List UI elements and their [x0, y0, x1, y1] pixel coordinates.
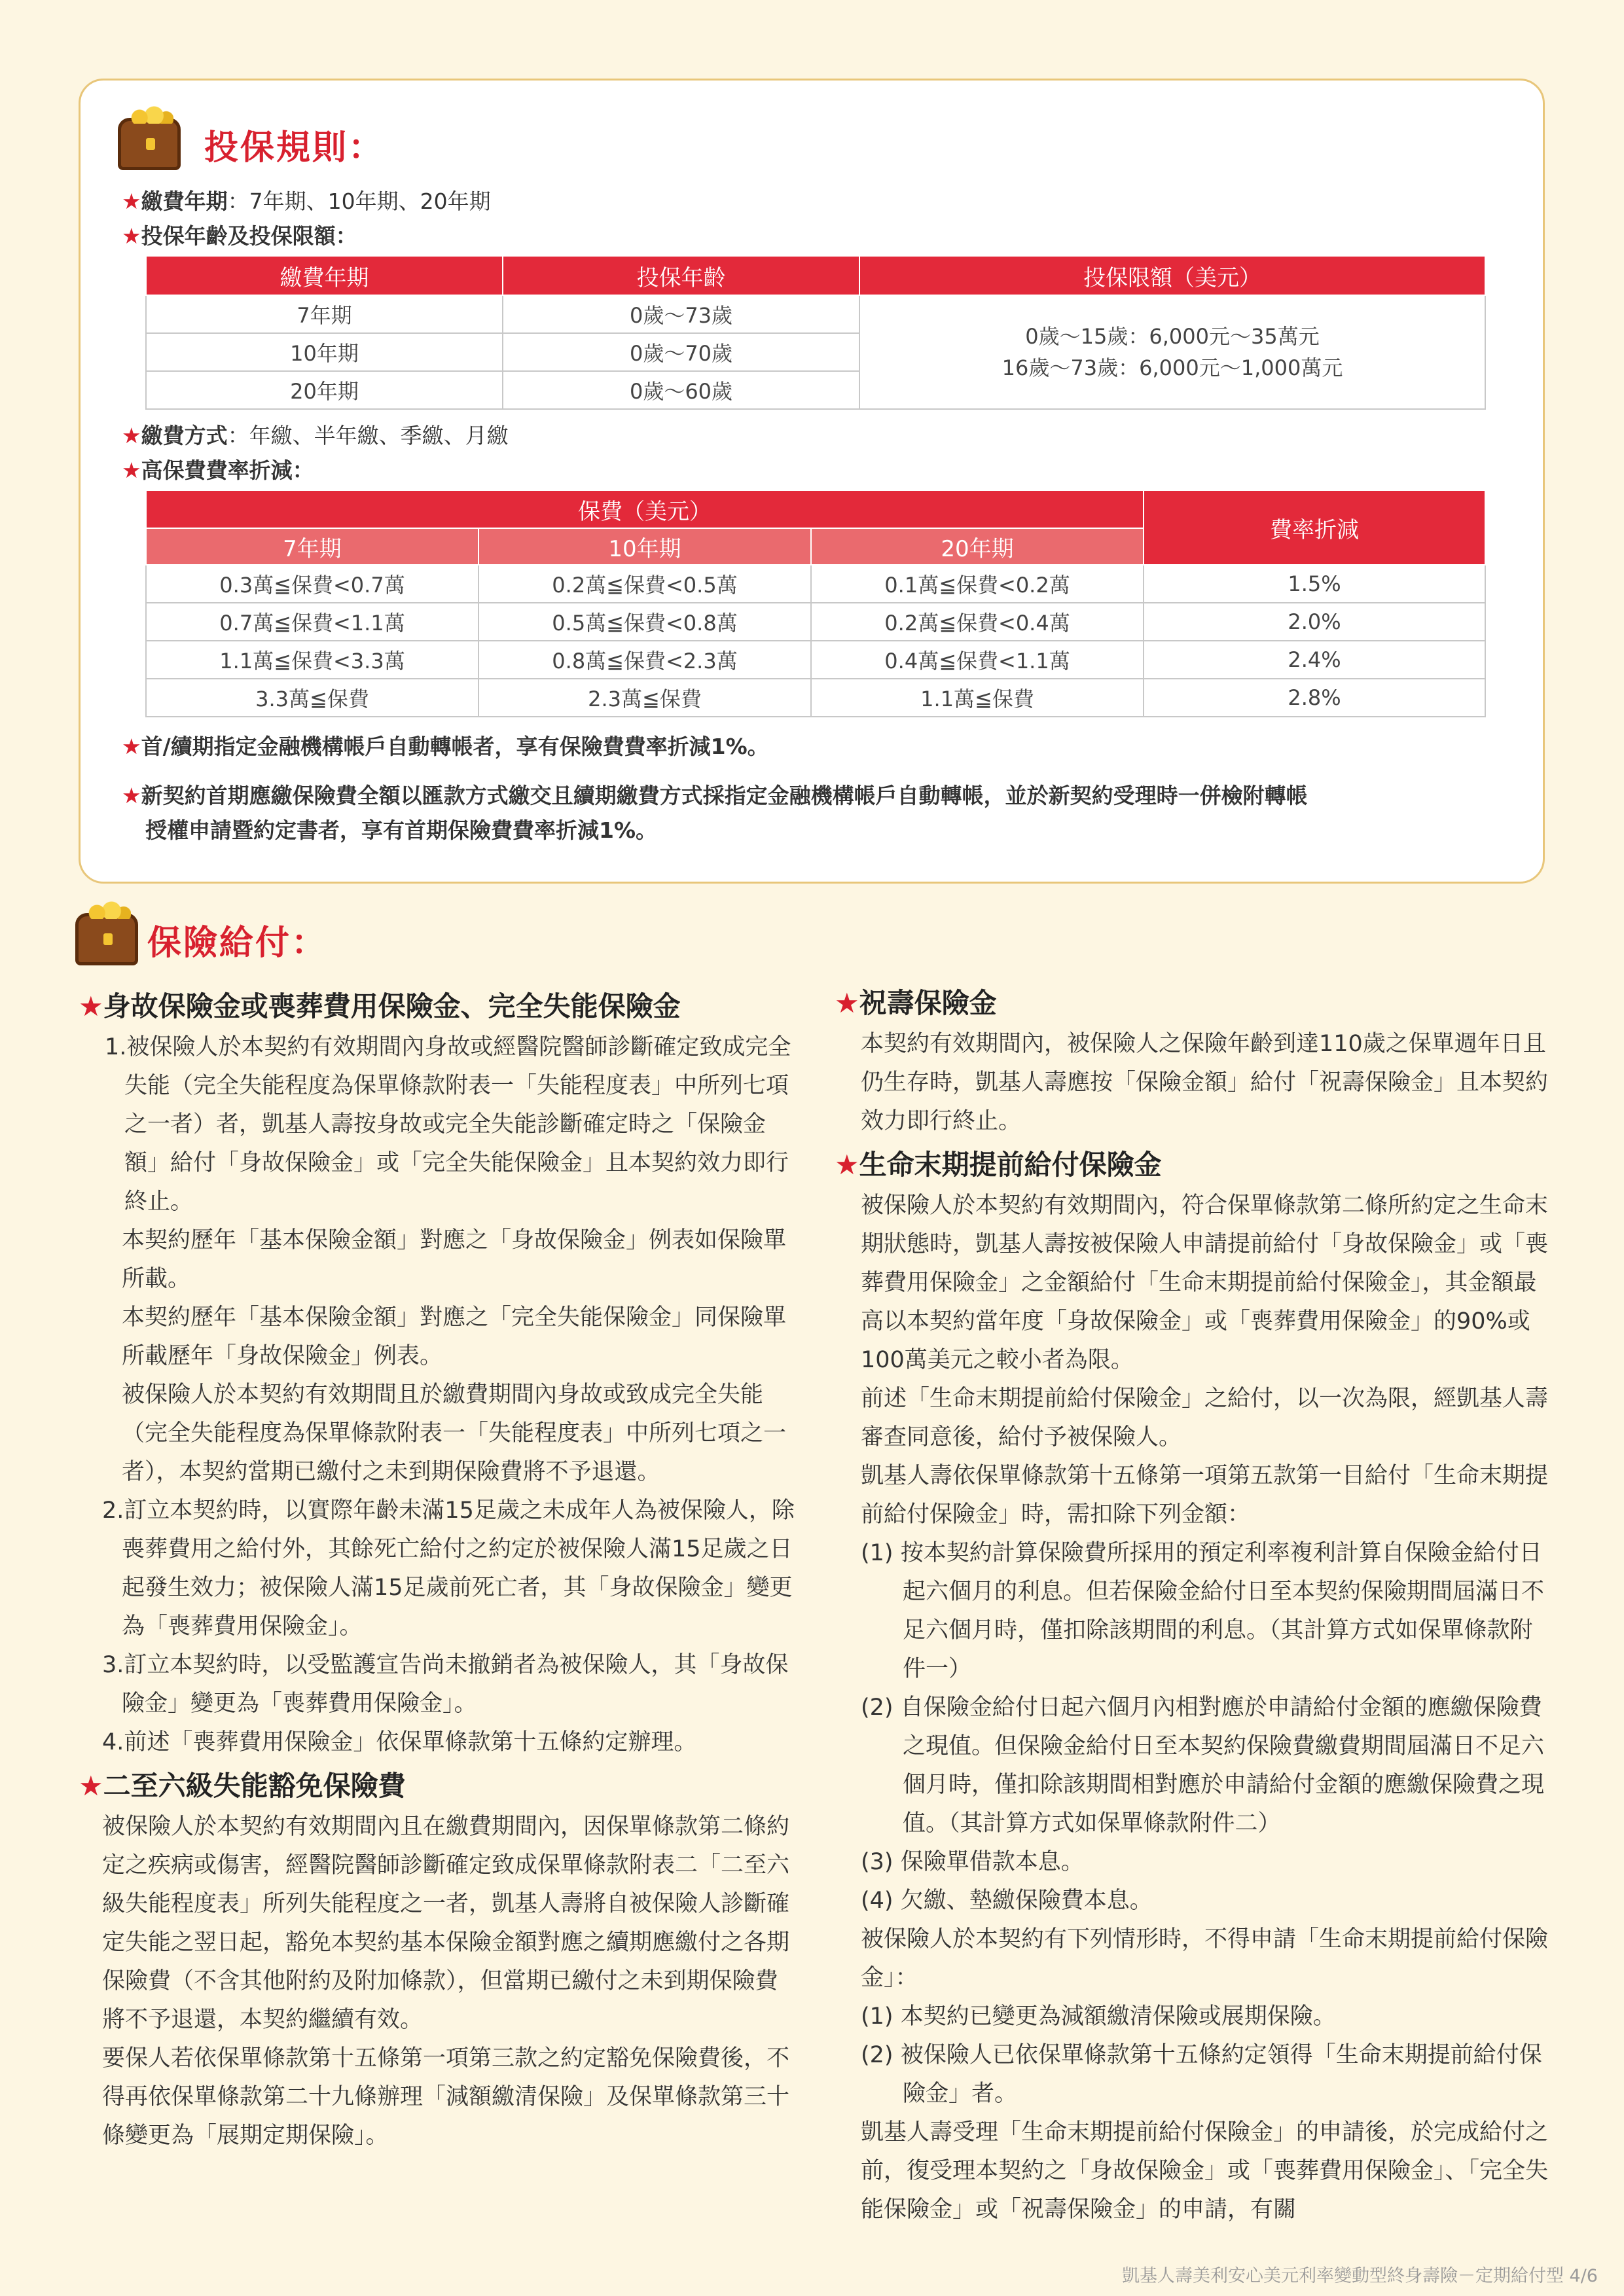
table-cell: 0.5萬≦保費<0.8萬	[478, 603, 811, 641]
waiver-paragraph: 被保險人於本契約有效期間內且在繳費期間內，因保單條款第二條約定之疾病或傷害，經醫院醫師診斷確定致成保單條款附表二「二至六級失能程度表」所列失能程度之一者，凱基人壽將自被保險人診斷確定失能之翌日起，豁免本契約基本保險金額對應之續期應繳付之各期保險費（不含其他附約及附加條款），但當期已繳付之未到期保險費將不予退還，本契約繼續有效。	[102, 1814, 790, 2033]
deduction-item: (4) 欠繳、墊繳保險費本息。	[861, 1888, 1153, 1914]
discount-label: 高保費費率折減：	[141, 457, 314, 483]
death-benefit-item-4: 4.前述「喪葬費用保險金」依保單條款第十五條約定辦理。	[102, 1729, 697, 1755]
table-row	[146, 603, 1485, 641]
table-cell: 1.1萬≦保費<3.3萬	[146, 641, 478, 679]
table-cell: 0.7萬≦保費<1.1萬	[146, 603, 478, 641]
period-subheader: 20年期	[811, 528, 1144, 565]
limit-line-2: 16歲～73歲：6,000元～1,000萬元	[1001, 355, 1343, 380]
page-footer: 凱基人壽美利安心美元利率變動型終身壽險－定期給付型 4/6	[1121, 2266, 1598, 2286]
age-limit-label: 投保年齡及投保限額：	[141, 223, 357, 249]
note-first-premium: ★新契約首期應繳保險費全額以匯款方式繳交且續期繳費方式採指定金融機構帳戶自動轉帳，並於新契約受理時一併檢附轉帳	[122, 783, 1308, 808]
longevity-paragraph: 本契約有效期間內，被保險人之保險年齡到達110歲之保單週年日且仍生存時，凱基人壽應按「保險金額」給付「祝壽保險金」且本契約效力即行終止。	[861, 1031, 1549, 1134]
table-row	[146, 641, 1485, 679]
death-benefit-heading: ★身故保險金或喪葬費用保險金、完全失能保險金	[79, 990, 681, 1022]
terminal-paragraph: 凱基人壽受理「生命末期提前給付保險金」的申請後，於完成給付之前，復受理本契約之「身故保險金」或「喪葬費用保險金」、「完全失能保險金」或「祝壽保險金」的申請，有關	[861, 2119, 1549, 2223]
pay-method-line: ★繳費方式：年繳、半年繳、季繳、月繳	[122, 423, 509, 448]
death-benefit-item-2: 2.訂立本契約時，以實際年齡未滿15足歲之未成年人為被保險人，除喪葬費用之給付外，其餘死亡給付之約定於被保險人滿15足歲之日起發生效力；被保險人滿15足歲前死亡者，其「身故保險金」變更為「喪葬費用保險金」。	[102, 1498, 795, 1640]
benefits-left-column	[79, 985, 795, 2155]
table-cell: 0.4萬≦保費<1.1萬	[811, 641, 1144, 679]
waiver-heading: ★二至六級失能豁免保險費	[79, 1770, 406, 1802]
discount-line: ★高保費費率折減：	[122, 457, 314, 483]
table-cell: 1.5%	[1144, 565, 1485, 603]
table-cell: 7年期	[146, 295, 503, 333]
benefits-right-column	[835, 982, 1551, 2229]
rules-title: 投保規則：	[204, 128, 385, 168]
pay-method-value: ：年繳、半年繳、季繳、月繳	[227, 423, 509, 448]
table-cell: 20年期	[146, 371, 503, 409]
exclusion-item: (1) 本契約已變更為減額繳清保險或展期保險。	[861, 2003, 1336, 2030]
deduction-item: (1) 按本契約計算保險費所採用的預定利率複利計算自保險金給付日起六個月的利息。但若保險金給付日至本契約保險期間屆滿日不足六個月時，僅扣除該期間的利息。（其計算方式如保單條款附件一）	[861, 1540, 1545, 1682]
table-cell: 1.1萬≦保費	[811, 679, 1144, 717]
pay-period-line: ★繳費年期：7年期、10年期、20年期	[122, 188, 491, 214]
rate-header: 費率折減	[1144, 490, 1485, 565]
table-row	[146, 565, 1485, 603]
treasure-chest-icon	[118, 118, 181, 170]
deduction-item: (2) 自保險金給付日起六個月內相對應於申請給付金額的應繳保險費之現值。但保險金給付日至本契約保險費繳費期間屆滿日不足六個月時，僅扣除該期間相對應於申請給付金額的應繳保險費之現值。（其計算方式如保單條款附件二）	[861, 1695, 1545, 1837]
table-cell: 0歲～70歲	[503, 333, 859, 371]
age-table-header: 投保年齡	[503, 256, 859, 295]
period-subheader: 7年期	[146, 528, 478, 565]
table-cell: 3.3萬≦保費	[146, 679, 478, 717]
table-cell: 0歲～73歲	[503, 295, 859, 333]
pay-period-value: ：7年期、10年期、20年期	[227, 188, 491, 214]
death-benefit-paragraph: 被保險人於本契約有效期間且於繳費期間內身故或致成完全失能（完全失能程度為保單條款附表一「失能程度表」中所列七項之一者），本契約當期已繳付之未到期保險費將不予退還。	[122, 1382, 787, 1485]
note-first-premium-cont: 授權申請暨約定書者，享有首期保險費費率折減1%。	[145, 817, 658, 843]
discount-table	[145, 490, 1486, 717]
period-subheader: 10年期	[478, 528, 811, 565]
limit-cell	[859, 295, 1485, 409]
table-row	[146, 679, 1485, 717]
terminal-paragraph: 前述「生命末期提前給付保險金」之給付，以一次為限，經凱基人壽審查同意後，給付予被保險人。	[861, 1386, 1549, 1450]
death-benefit-item-1: 1.被保險人於本契約有效期間內身故或經醫院醫師診斷確定致成完全失能（完全失能程度為保單條款附表一「失能程度表」中所列七項之一者）者，凱基人壽按身故或完全失能診斷確定時之「保險金額」給付「身故保險金」或「完全失能保險金」且本契約效力即行終止。	[105, 1034, 791, 1215]
premium-header: 保費（美元）	[146, 490, 1144, 528]
deduction-item: (3) 保險單借款本息。	[861, 1849, 1084, 1875]
table-cell: 0.2萬≦保費<0.4萬	[811, 603, 1144, 641]
benefits-title: 保險給付：	[147, 923, 328, 963]
age-table-header: 繳費年期	[146, 256, 503, 295]
table-cell: 2.4%	[1144, 641, 1485, 679]
age-table-header: 投保限額（美元）	[859, 256, 1485, 295]
table-cell: 0.1萬≦保費<0.2萬	[811, 565, 1144, 603]
table-cell: 0歲～60歲	[503, 371, 859, 409]
table-cell: 2.8%	[1144, 679, 1485, 717]
age-limit-table	[145, 255, 1486, 410]
benefits-heading	[75, 913, 327, 965]
longevity-benefit-heading: ★祝壽保險金	[835, 987, 997, 1019]
terminal-benefit-heading: ★生命末期提前給付保險金	[835, 1149, 1162, 1181]
terminal-paragraph: 凱基人壽依保單條款第十五條第一項第五款第一目給付「生命末期提前給付保險金」時，需扣除下列金額：	[861, 1463, 1549, 1528]
pay-method-label: 繳費方式	[141, 423, 228, 448]
table-cell: 10年期	[146, 333, 503, 371]
terminal-paragraph: 被保險人於本契約有效期間內，符合保單條款第二條所約定之生命末期狀態時，凱基人壽按被保險人申請提前給付「身故保險金」或「喪葬費用保險金」之金額給付「生命末期提前給付保險金」，其金額最高以本契約當年度「身故保險金」或「喪葬費用保險金」的90%或100萬美元之較小者為限。	[861, 1193, 1549, 1373]
terminal-paragraph: 被保險人於本契約有下列情形時，不得申請「生命末期提前給付保險金」：	[861, 1926, 1549, 1991]
death-benefit-paragraph: 本契約歷年「基本保險金額」對應之「完全失能保險金」同保險單所載歷年「身故保險金」例表。	[122, 1304, 787, 1369]
waiver-paragraph: 要保人若依保單條款第十五條第一項第三款之約定豁免保險費後，不得再依保單條款第二十九條辦理「減額繳清保險」及保單條款第三十條變更為「展期定期保險」。	[102, 2045, 790, 2149]
table-cell: 0.3萬≦保費<0.7萬	[146, 565, 478, 603]
table-cell: 0.8萬≦保費<2.3萬	[478, 641, 811, 679]
note-auto-transfer: ★首/續期指定金融機構帳戶自動轉帳者，享有保險費費率折減1%。	[122, 734, 769, 759]
age-limit-line: ★投保年齡及投保限額：	[122, 223, 357, 249]
rules-heading	[118, 118, 384, 170]
treasure-chest-icon	[75, 913, 138, 965]
death-benefit-paragraph: 本契約歷年「基本保險金額」對應之「身故保險金」例表如保險單所載。	[122, 1227, 787, 1292]
limit-line-1: 0歲～15歲：6,000元～35萬元	[1025, 324, 1320, 349]
exclusion-item: (2) 被保險人已依保單條款第十五條約定領得「生命末期提前給付保險金」者。	[861, 2042, 1542, 2107]
death-benefit-item-3: 3.訂立本契約時，以受監護宣告尚未撤銷者為被保險人，其「身故保險金」變更為「喪葬費用保險金」。	[102, 1652, 789, 1717]
pay-period-label: 繳費年期	[141, 188, 228, 214]
table-cell: 2.3萬≦保費	[478, 679, 811, 717]
table-cell: 0.2萬≦保費<0.5萬	[478, 565, 811, 603]
table-cell: 2.0%	[1144, 603, 1485, 641]
